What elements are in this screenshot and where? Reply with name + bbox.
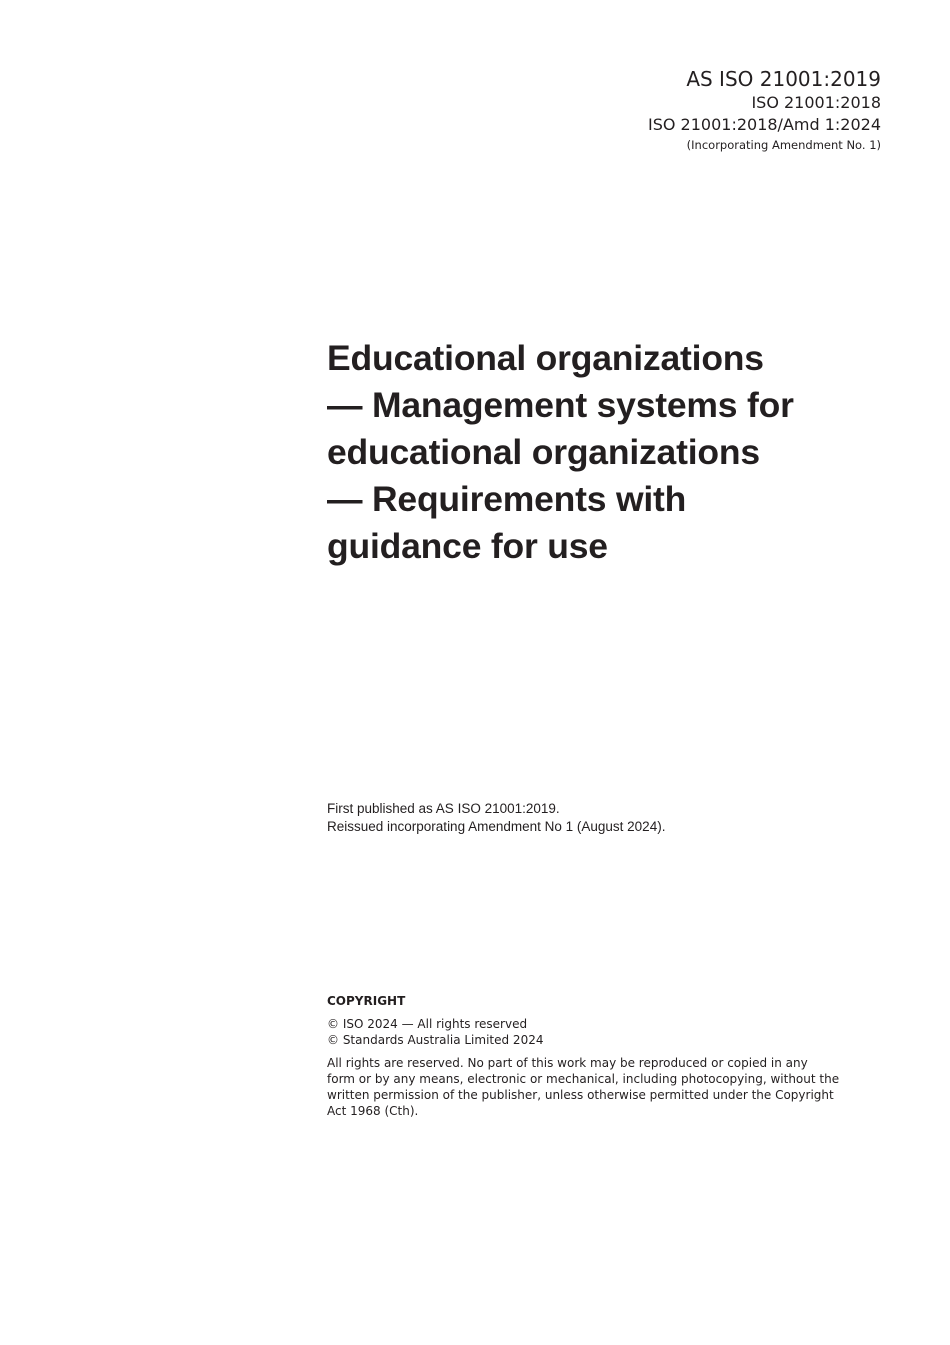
title-line: Educational organizations: [327, 338, 764, 378]
copyright-heading: COPYRIGHT: [327, 994, 406, 1008]
standards-australia-copyright-notice: © Standards Australia Limited 2024: [327, 1033, 544, 1047]
title-line: educational organizations: [327, 432, 760, 472]
title-line: — Requirements with: [327, 479, 687, 519]
title-line: guidance for use: [327, 526, 608, 566]
publication-history: [327, 800, 665, 836]
amendment-number: ISO 21001:2018/Amd 1:2024: [647, 115, 881, 134]
title-line: — Management systems for: [327, 385, 794, 425]
copyright-section: [327, 993, 847, 1119]
document-title: [327, 335, 867, 570]
standard-number: AS ISO 21001:2019: [686, 67, 881, 91]
document-identifiers: [648, 66, 881, 153]
iso-number: ISO 21001:2018: [751, 93, 881, 112]
rights-line: Act 1968 (Cth).: [327, 1104, 419, 1118]
first-published-note: First published as AS ISO 21001:2019.: [327, 801, 560, 816]
rights-line: written permission of the publisher, unless otherwise permitted under the Copyright: [327, 1088, 834, 1102]
rights-statement: [327, 1055, 847, 1119]
rights-line: form or by any means, electronic or mechanical, including photocopying, without the: [327, 1072, 840, 1086]
reissued-note: Reissued incorporating Amendment No 1 (August 2024).: [327, 819, 666, 834]
rights-line: All rights are reserved. No part of this work may be reproduced or copied in any: [327, 1056, 808, 1070]
incorporating-note: (Incorporating Amendment No. 1): [686, 138, 881, 152]
iso-copyright-notice: © ISO 2024 — All rights reserved: [327, 1017, 528, 1031]
